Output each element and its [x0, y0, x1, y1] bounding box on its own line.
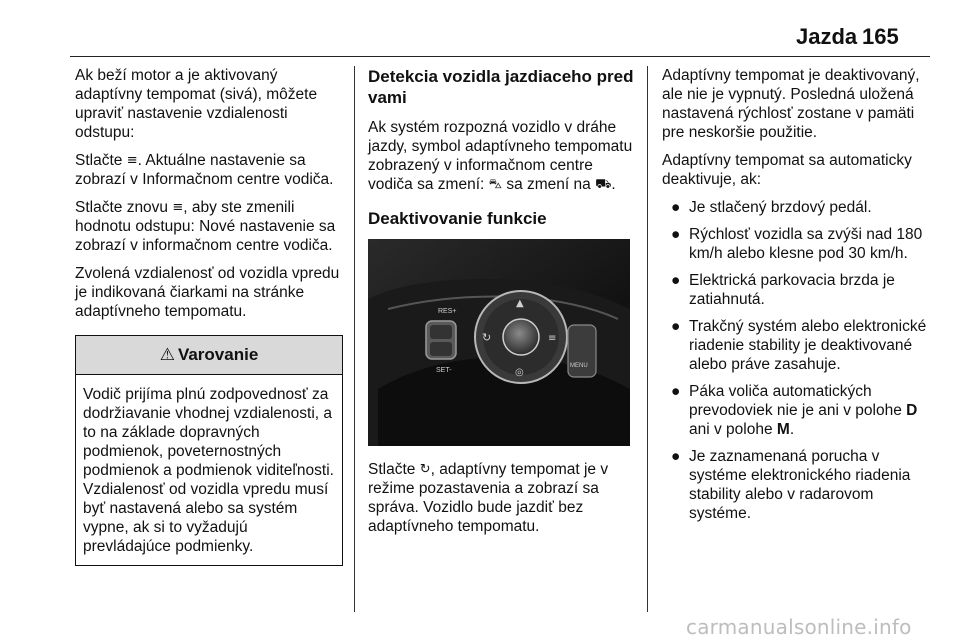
text: , aby ste zmenili hodnotu odstupu: Nové nastavenie sa zobrazí v informačnom centre vodiča. [75, 199, 336, 254]
warning-triangle-icon: ⚠ [159, 345, 175, 365]
text: Páka voliča automatických prevodoviek nie je ani v polohe [689, 383, 907, 419]
page-number: 165 [862, 24, 899, 49]
text: Rýchlosť vozidla sa zvýši nad 180 km/h alebo klesne pod 30 km/h. [689, 226, 923, 262]
speed-icon: ◎ [515, 367, 524, 378]
text: , adaptívny tempomat je v režime pozastavenia a zobrazí sa správa. Vozidlo bude jazdiť bez adaptívneho tempomatu. [368, 461, 609, 535]
paragraph [75, 151, 343, 189]
list-item [662, 447, 932, 523]
adaptive-cruise-vehicle-icon: ⛟ [595, 177, 612, 192]
warning-body [76, 375, 342, 565]
distance-gap-icon: ≡ [172, 200, 184, 215]
distance-gap-icon: ≡ [548, 333, 557, 344]
paragraph: Ak beží motor a je aktivovaný adaptívny tempomat (sivá), môžete upraviť nastavenie vzdialenosti odstupu: [75, 67, 318, 141]
paragraph [75, 198, 343, 255]
page-header [0, 0, 960, 58]
text: Stlačte [75, 152, 127, 169]
lane-icon: ▲ [516, 298, 524, 309]
heading-vehicle-detection: Detekcia vozidla jazdiaceho pred vami [368, 67, 634, 107]
text: sa zmení na [502, 176, 596, 193]
distance-gap-icon: ≡ [126, 153, 138, 168]
column-middle [368, 66, 638, 545]
paragraph: Zvolená vzdialenosť od vozidla vpredu je indikovaná čiarkami na stránke adaptívneho tempomatu. [75, 265, 340, 320]
heading-deactivate: Deaktivovanie funkcie [368, 209, 547, 228]
column-divider [647, 66, 648, 612]
bullet: ● [671, 448, 681, 465]
warning-box [75, 335, 343, 566]
list-item [662, 382, 932, 439]
warning-header [76, 336, 342, 375]
text: Je zaznamenaná porucha v systéme elektronického riadenia stability alebo v radarovom systéme. [689, 448, 911, 522]
bullet: ● [671, 272, 681, 289]
header-rule [70, 56, 930, 57]
steering-wheel-illustration [368, 239, 630, 446]
list-item [662, 225, 932, 263]
column-left [75, 66, 343, 566]
gear-m-label: M [776, 421, 790, 438]
text: Stlačte [368, 461, 420, 478]
text: Stlačte znovu [75, 199, 173, 216]
cruise-pause-icon: ↻ [419, 462, 431, 477]
column-right [662, 66, 932, 531]
gear-d-label: D [906, 402, 918, 419]
warning-title: Varovanie [177, 345, 259, 364]
bullet: ● [671, 318, 681, 335]
text: ani v polohe [689, 421, 777, 438]
text: Elektrická parkovacia brzda je zatiahnutá. [689, 272, 895, 308]
deactivation-conditions-list [662, 198, 932, 523]
list-item [662, 198, 932, 217]
warning-text: Vodič prijíma plnú zodpovednosť za dodržiavanie vhodnej vzdialenosti, a to na základe dopravných podmienok, poveternostných podmienok a podmienok viditeľnosti. Vzdialenosť od vozidla vpredu musí byť nastavená alebo sa systém vypne, ak si to vyžadujú prevládajúce podmienky. [83, 386, 334, 555]
column-divider [354, 66, 355, 612]
watermark: carmanualsonline.info [686, 615, 912, 639]
text: Ak systém rozpozná vozidlo v dráhe jazdy, symbol adaptívneho tempomatu zobrazený v informačnom centre vodiča sa zmení: [368, 119, 633, 193]
text: . [789, 421, 795, 438]
paragraph: Adaptívny tempomat je deaktivovaný, ale nie je vypnutý. Posledná uložená nastavená rýchlosť zostane v pamäti pre neskoršie použitie. [662, 67, 920, 141]
bullet: ● [671, 199, 681, 216]
text: Trakčný systém alebo elektronické riadenie stability je deaktivované alebo práve zasahuje. [689, 318, 927, 373]
steering-wheel-controls-figure [368, 239, 630, 446]
paragraph [368, 460, 638, 536]
text: Je stlačený brzdový pedál. [689, 199, 872, 216]
section-title: Jazda [796, 24, 858, 49]
menu-label: MENU [570, 363, 588, 369]
bullet: ● [671, 383, 681, 400]
list-item [662, 271, 932, 309]
res-label: RES+ [438, 308, 457, 315]
paragraph [368, 118, 638, 194]
text: . [611, 176, 616, 193]
paragraph: Adaptívny tempomat sa automaticky deaktivuje, ak: [662, 152, 912, 188]
text: . Aktuálne nastavenie sa zobrazí v Informačnom centre vodiča. [75, 152, 334, 188]
list-item [662, 317, 932, 374]
set-label: SET- [436, 367, 452, 374]
cruise-pause-icon: ↻ [482, 331, 492, 344]
bullet: ● [671, 226, 681, 243]
adaptive-cruise-icon: ⛍ [488, 177, 503, 192]
